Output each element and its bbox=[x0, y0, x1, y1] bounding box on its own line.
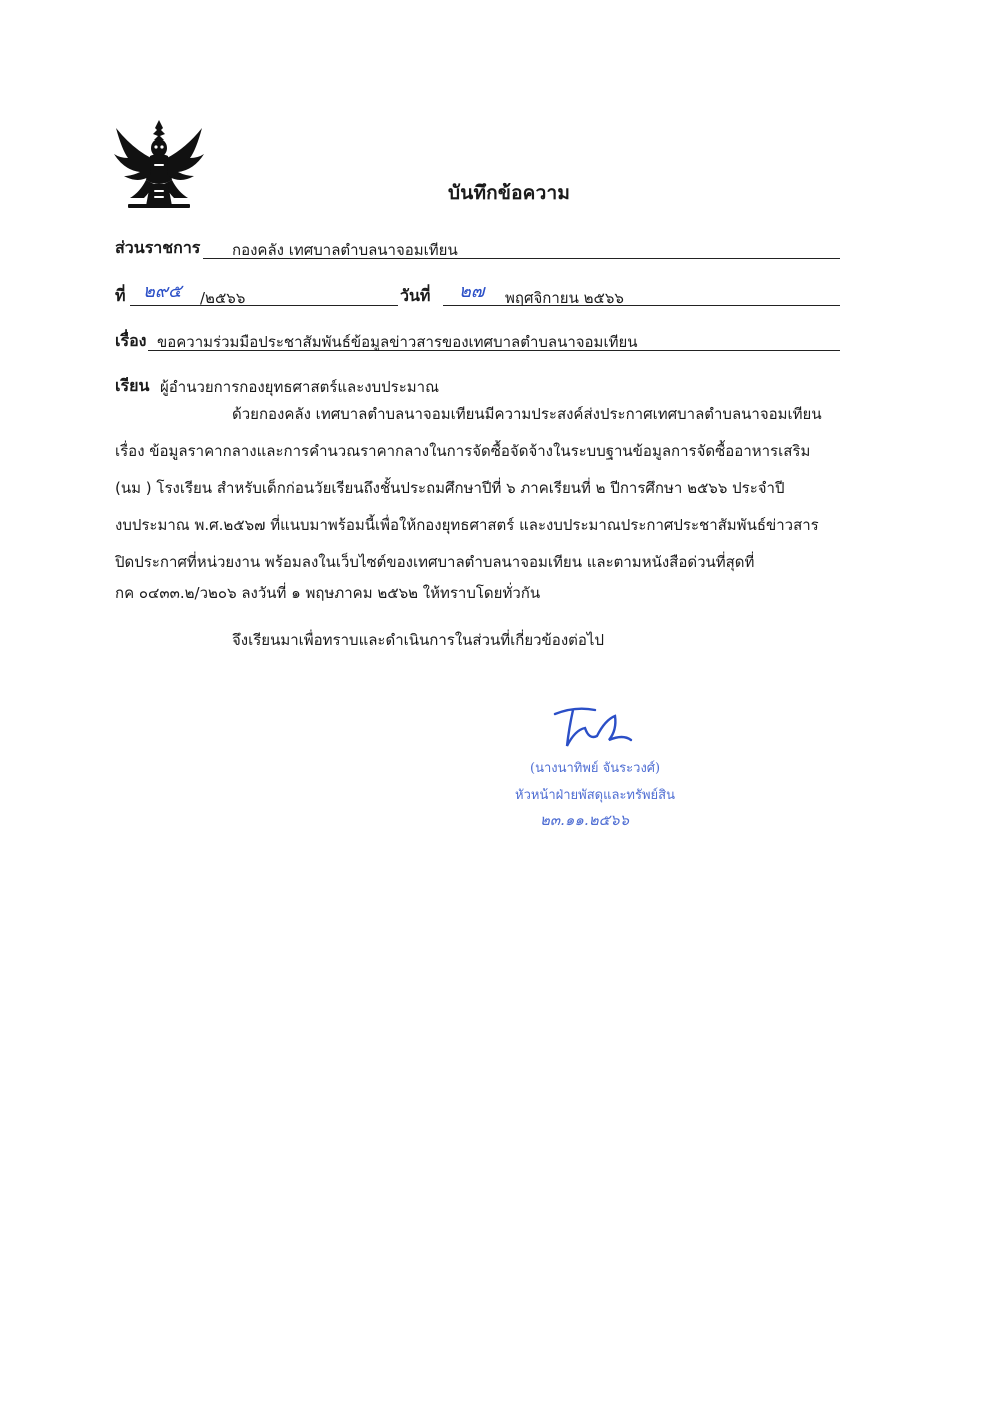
number-underline bbox=[130, 305, 398, 306]
subject-value: ขอความร่วมมือประชาสัมพันธ์ข้อมูลข่าวสารของเทศบาลตำบลนาจอมเทียน bbox=[157, 333, 638, 351]
number-suffix: /๒๕๖๖ bbox=[200, 289, 246, 307]
body-line: เรื่อง ข้อมูลราคากลางและการคำนวณราคากลางในการจัดซื้อจัดจ้างในระบบฐานข้อมูลการจัดซื้ออาหารเสริม bbox=[115, 442, 811, 460]
signer-position: หัวหน้าฝ่ายพัสดุและทรัพย์สิน bbox=[515, 788, 675, 803]
date-underline bbox=[443, 305, 840, 306]
date-value: พฤศจิกายน ๒๕๖๖ bbox=[505, 289, 624, 307]
signature-date-note: ๒๓.๑๑.๒๕๖๖ bbox=[540, 811, 630, 829]
body-line: งบประมาณ พ.ศ.๒๕๖๗ ที่แนบมาพร้อมนี้เพื่อให้กองยุทธศาสตร์ และงบประมาณประกาศประชาสัมพันธ์ข่าวสาร bbox=[115, 516, 819, 534]
body-line: (นม ) โรงเรียน สำหรับเด็กก่อนวัยเรียนถึงชั้นประถมศึกษาปีที่ ๖ ภาคเรียนที่ ๒ ปีการศึกษา ๒๕๖๖ ประจำปี bbox=[115, 479, 785, 497]
to-value: ผู้อำนวยการกองยุทธศาสตร์และงบประมาณ bbox=[160, 378, 440, 396]
subject-label: เรื่อง bbox=[115, 331, 147, 350]
agency-label: ส่วนราชการ bbox=[115, 238, 201, 257]
number-handwritten: ๒๙๕ bbox=[143, 281, 182, 302]
signer-name: (นางนาทิพย์ จันระวงศ์) bbox=[530, 761, 661, 776]
to-label: เรียน bbox=[115, 376, 150, 395]
date-handwritten: ๒๗ bbox=[459, 281, 485, 302]
garuda-emblem-icon bbox=[110, 118, 208, 210]
number-label: ที่ bbox=[115, 286, 126, 305]
body-line: ปิดประกาศที่หน่วยงาน พร้อมลงในเว็บไซต์ของเทศบาลตำบลนาจอมเทียน และตามหนังสือด่วนที่สุดที่ bbox=[115, 553, 755, 571]
handwritten-signature bbox=[545, 700, 645, 756]
memo-title: บันทึกข้อความ bbox=[448, 182, 571, 204]
date-label: วันที่ bbox=[400, 286, 431, 305]
agency-value: กองคลัง เทศบาลตำบลนาจอมเทียน bbox=[232, 241, 458, 259]
body-line: กค ๐๔๓๓.๒/ว๒๐๖ ลงวันที่ ๑ พฤษภาคม ๒๕๖๒ ให้ทราบโดยทั่วกัน bbox=[115, 584, 541, 602]
body-line: ด้วยกองคลัง เทศบาลตำบลนาจอมเทียนมีความประสงค์ส่งประกาศเทศบาลตำบลนาจอมเทียน bbox=[232, 405, 822, 423]
closing-line: จึงเรียนมาเพื่อทราบและดำเนินการในส่วนที่เกี่ยวข้องต่อไป bbox=[232, 631, 604, 649]
